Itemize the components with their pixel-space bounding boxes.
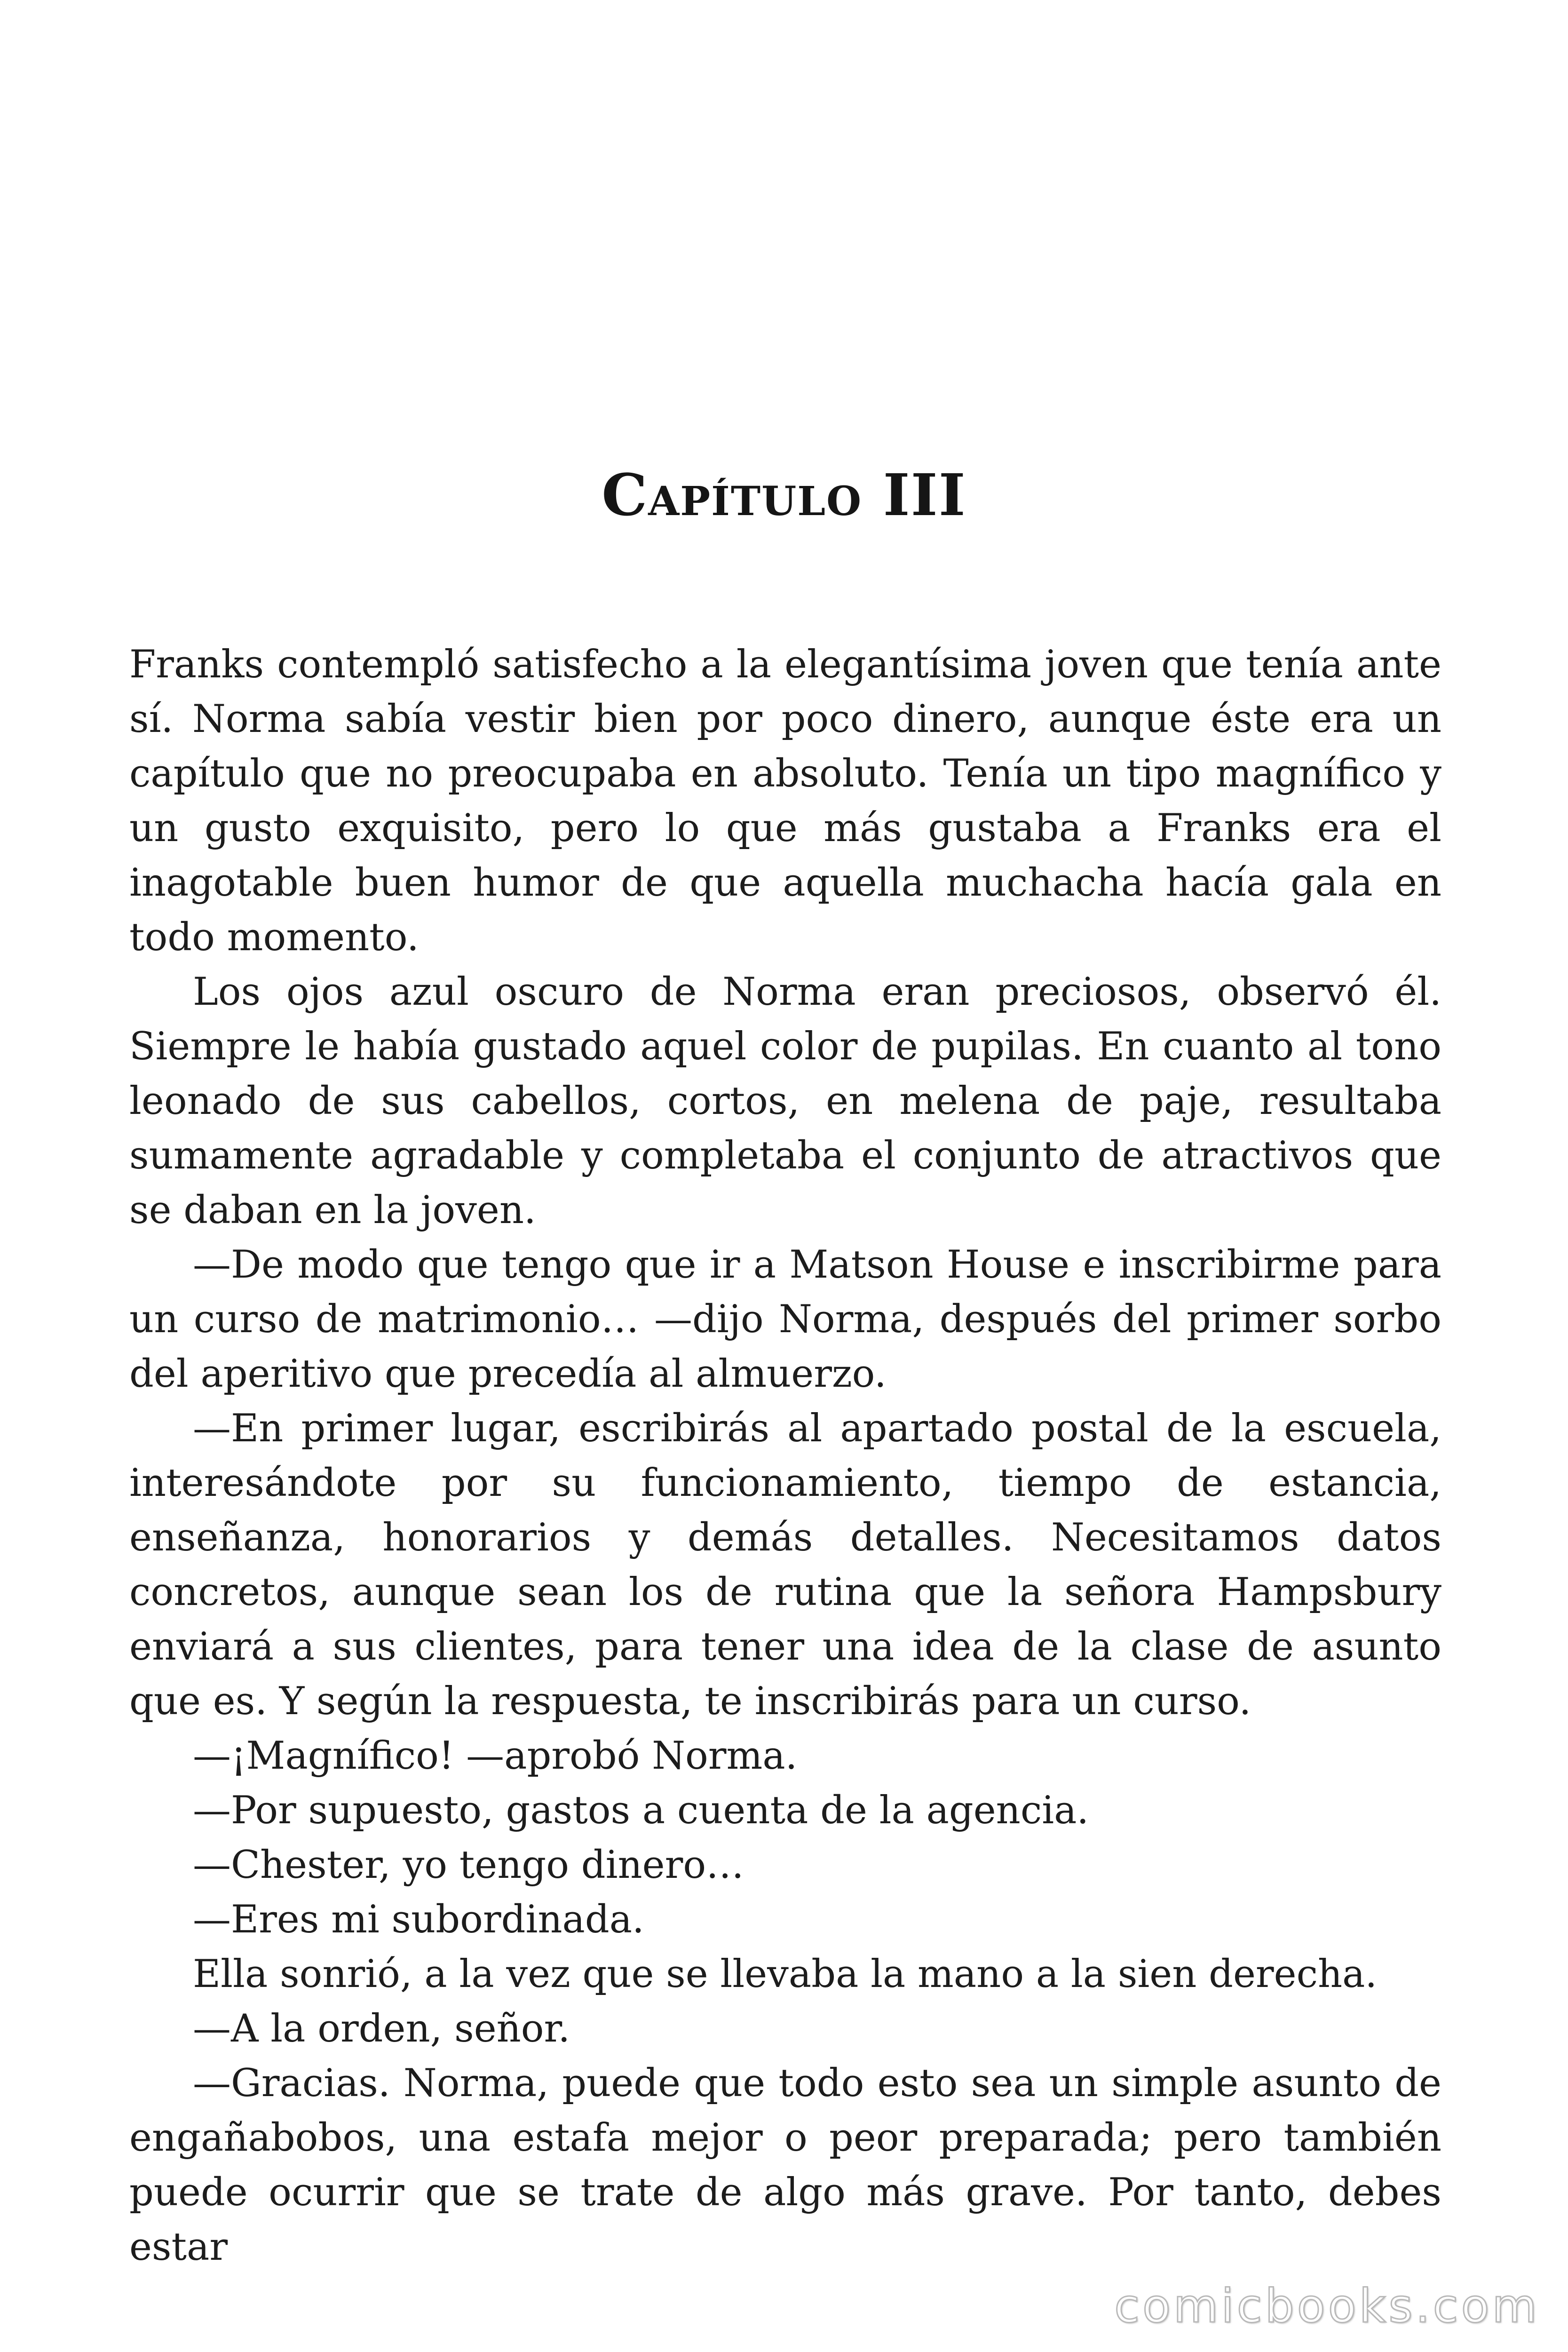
paragraph: —En primer lugar, escribirás al apartado postal de la escuela, interesándote por su funcionamiento, tiempo de estancia, enseñanza, honorarios y demás detalles. Necesitamos datos concretos, aunque sean los de rutina que la señora Hampsbury enviará a sus clientes, para tener una idea de la clase de asunto que es. Y según la respuesta, te inscribirás para un curso.: [129, 1406, 1441, 1724]
chapter-title: Capítulo III: [602, 461, 966, 529]
chapter-body: [129, 637, 1441, 2274]
paragraph: —De modo que tengo que ir a Matson House e inscribirme para un curso de matrimonio… —dijo Norma, después del primer sorbo del aperitivo que precedía al almuerzo.: [129, 1243, 1441, 1396]
paragraph: —Chester, yo tengo dinero…: [193, 1843, 744, 1887]
paragraph: —A la orden, señor.: [193, 2007, 570, 2051]
paragraph: Ella sonrió, a la vez que se llevaba la mano a la sien derecha.: [193, 1952, 1378, 1996]
paragraph: —Eres mi subordinada.: [193, 1898, 644, 1942]
watermark: comicbooks.com: [1114, 2280, 1540, 2333]
paragraph: —Por supuesto, gastos a cuenta de la agencia.: [193, 1788, 1089, 1833]
paragraph: —¡Magnífico! —aprobó Norma.: [193, 1734, 798, 1778]
paragraph: Los ojos azul oscuro de Norma eran preciosos, observó él. Siempre le había gustado aquel color de pupilas. En cuanto al tono leonado de sus cabellos, cortos, en melena de paje, resultaba sumamente agradable y completaba el conjunto de atractivos que se daban en la joven.: [129, 970, 1441, 1232]
paragraph: Franks contempló satisfecho a la elegantísima joven que tenía ante sí. Norma sabía vestir bien por poco dinero, aunque éste era un capítulo que no preocupaba en absoluto. Tenía un tipo magnífico y un gusto exquisito, pero lo que más gustaba a Franks era el inagotable buen humor de que aquella muchacha hacía gala en todo momento.: [129, 643, 1441, 960]
paragraph: —Gracias. Norma, puede que todo esto sea un simple asunto de engañabobos, una estafa mejor o peor preparada; pero también puede ocurrir que se trate de algo más grave. Por tanto, debes estar: [129, 2061, 1441, 2269]
